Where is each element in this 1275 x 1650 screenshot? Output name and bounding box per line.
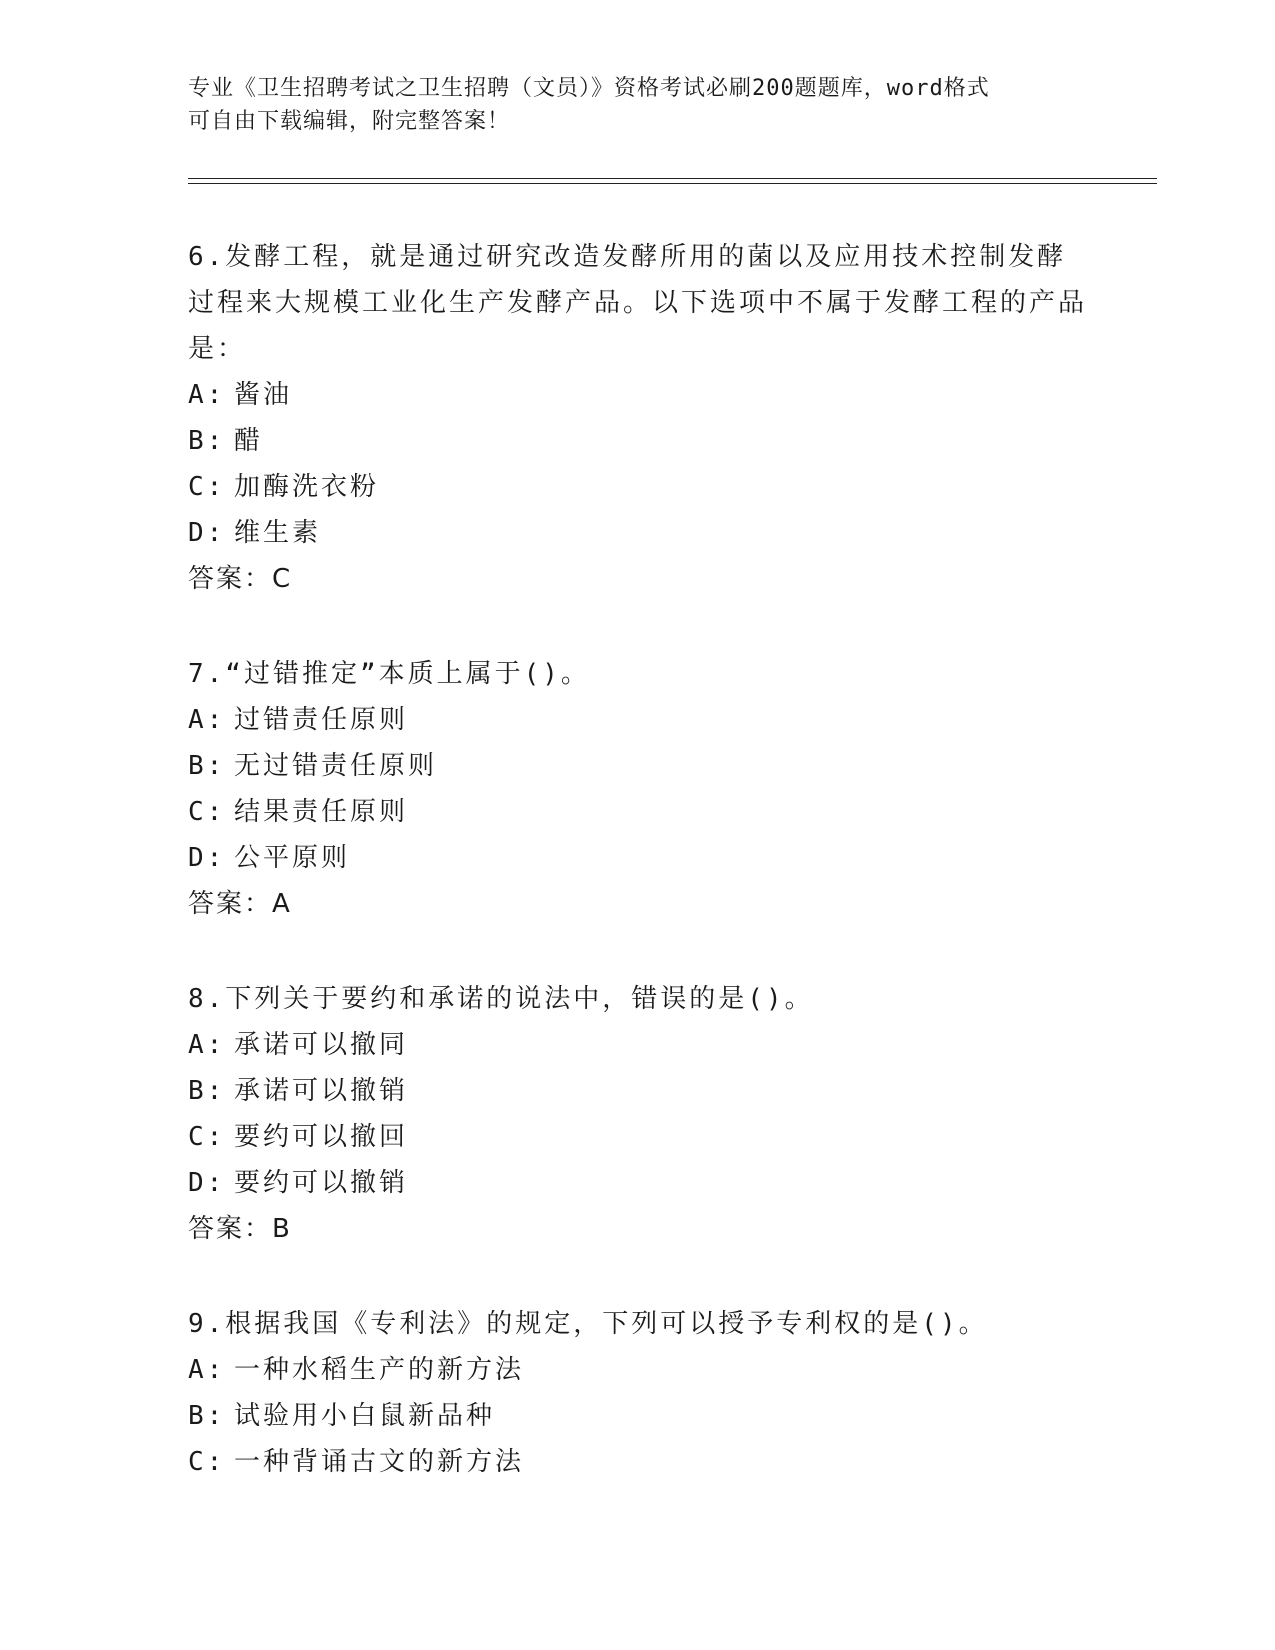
option-c [188,789,1088,835]
option-text: 公平原则 [234,843,351,873]
question-stem: 8.下列关于要约和承诺的说法中，错误的是()。 [188,984,814,1014]
option-letter: A: [188,1355,226,1385]
question-6 [188,234,1088,602]
option-letter: A: [188,1030,226,1060]
answer-line: 答案：A [188,889,292,919]
option-letter: A: [188,380,226,410]
question-stem: 6.发酵工程，就是通过研究改造发酵所用的菌以及应用技术控制发酵过程来大规模工业化生产发酵产品。以下选项中不属于发酵工程的产品是： [188,242,1088,364]
option-text: 酱油 [234,380,293,410]
document-header [188,72,1088,138]
option-c [188,1114,1088,1160]
option-c [188,1439,1088,1485]
question-list [188,234,1088,1534]
option-d [188,1160,1088,1206]
option-letter: A: [188,705,226,735]
option-a [188,1347,1088,1393]
option-text: 承诺可以撤销 [234,1076,409,1106]
option-c [188,464,1088,510]
question-stem: 7.“过错推定”本质上属于()。 [188,659,590,689]
header-divider-bottom [188,183,1157,184]
option-text: 醋 [234,426,264,456]
question-stem: 9.根据我国《专利法》的规定，下列可以授予专利权的是()。 [188,1309,988,1339]
option-text: 维生素 [234,518,322,548]
answer-line: 答案：B [188,1214,292,1244]
question-9 [188,1301,1088,1485]
option-text: 过错责任原则 [234,705,409,735]
option-b [188,1068,1088,1114]
option-letter: C: [188,1122,226,1152]
option-d [188,835,1088,881]
option-letter: C: [188,797,226,827]
option-d [188,510,1088,556]
option-text: 试验用小白鼠新品种 [234,1401,496,1431]
option-letter: B: [188,1076,226,1106]
option-letter: C: [188,1447,226,1477]
option-text: 加酶洗衣粉 [234,472,380,502]
option-text: 要约可以撤回 [234,1122,409,1152]
header-divider-top [188,178,1157,179]
option-text: 一种水稻生产的新方法 [234,1355,525,1385]
option-text: 一种背诵古文的新方法 [234,1447,525,1477]
answer-line: 答案：C [188,564,293,594]
option-a [188,1022,1088,1068]
option-letter: C: [188,472,226,502]
option-letter: D: [188,843,226,873]
option-letter: D: [188,518,226,548]
question-7 [188,651,1088,927]
option-letter: D: [188,1168,226,1198]
option-b [188,418,1088,464]
option-text: 承诺可以撤同 [234,1030,409,1060]
question-8 [188,976,1088,1252]
option-b [188,743,1088,789]
option-text: 无过错责任原则 [234,751,438,781]
option-letter: B: [188,751,226,781]
option-a [188,697,1088,743]
header-line-2: 可自由下载编辑，附完整答案！ [188,109,511,134]
option-a [188,372,1088,418]
option-letter: B: [188,1401,226,1431]
option-text: 结果责任原则 [234,797,409,827]
header-line-1: 专业《卫生招聘考试之卫生招聘（文员）》资格考试必刷200题题库，word格式 [188,76,990,101]
option-letter: B: [188,426,226,456]
option-b [188,1393,1088,1439]
option-text: 要约可以撤销 [234,1168,409,1198]
